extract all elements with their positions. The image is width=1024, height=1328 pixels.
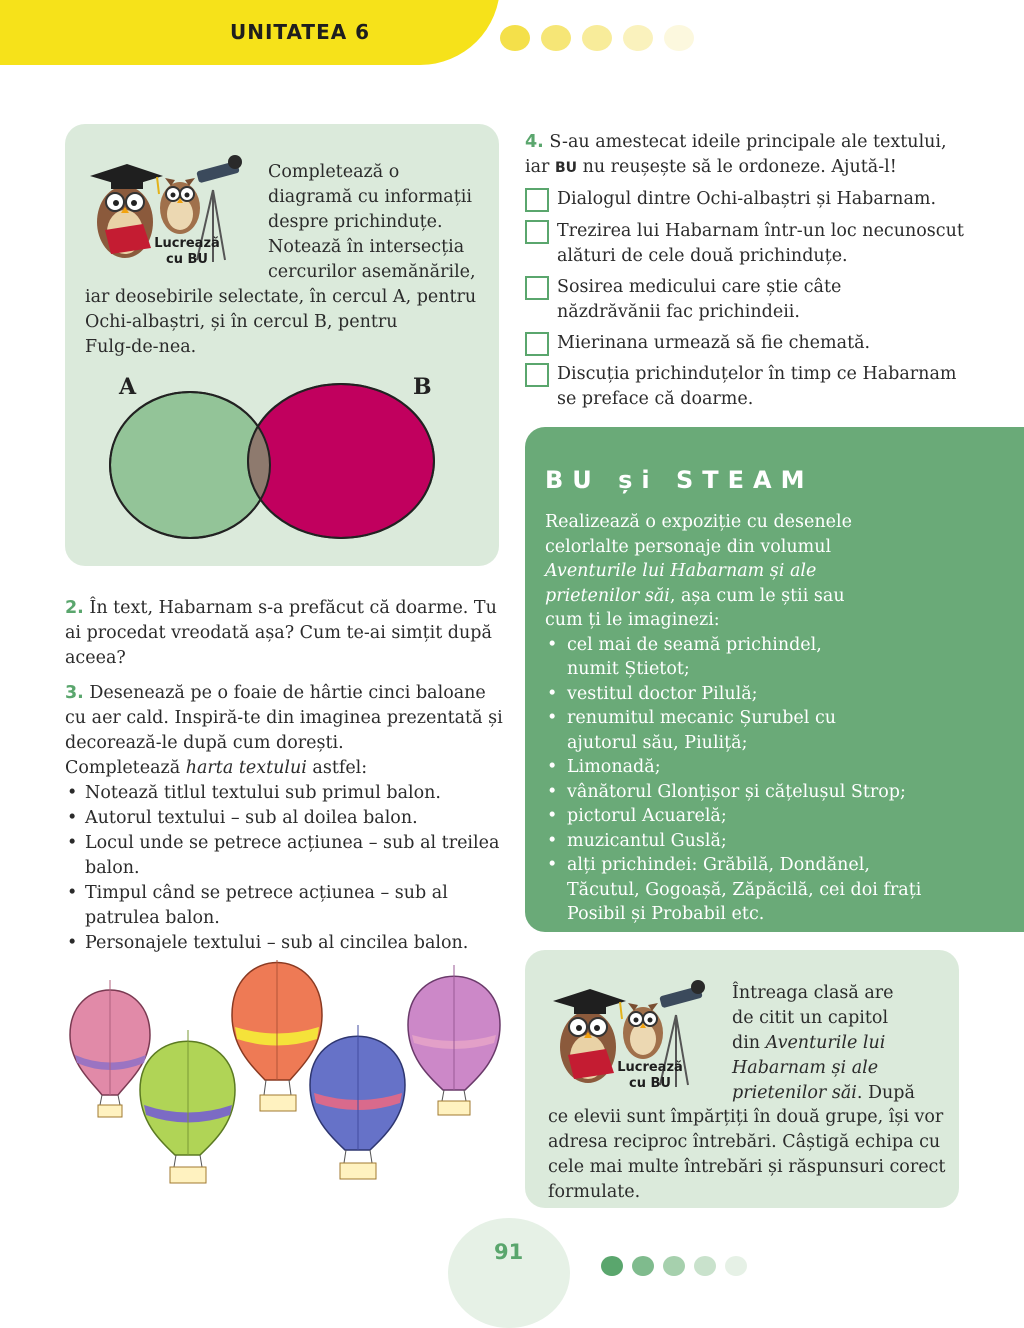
task1-text-cont: iar deosebirile selectate, în cercul A, pentru Ochi-albaștri, și în cercul B, pentru Fulg-de-nea. (85, 287, 477, 357)
task3-bullets (65, 781, 505, 956)
task4-item-4[interactable]: Mierinana urmează să fie chemată. (525, 331, 997, 356)
list-item: • pictorul Acuarelă; (545, 804, 945, 829)
checkbox[interactable] (525, 220, 549, 244)
list-item: • muzicantul Guslă; (545, 829, 945, 854)
venn-diagram[interactable] (105, 370, 445, 545)
task4-item-3[interactable]: Sosirea medicului care știe câte năzdrăvănii fac prichindeii. (525, 275, 857, 325)
list-item: • alți prichindei: Grăbilă, Dondănel, Tăcutul, Gogoașă, Zăpăcilă, cei doi frați Posibil și Probabil etc. (545, 853, 927, 927)
venn-label-b: B (413, 374, 432, 400)
list-item: • cel mai de seamă prichindel, numit Știetot; (545, 633, 847, 682)
task2-number: 2. (65, 598, 84, 618)
list-item: • Personajele textului – sub al cincilea balon. (65, 931, 505, 956)
page-number: 91 (494, 1240, 524, 1264)
task4-intro: 4. S-au amestecat ideile principale ale textului, iar BU nu reușește să le ordoneze. Ajută-l! (525, 132, 947, 177)
list-item: • renumitul mecanic Șurubel cu ajutorul său, Piuliță; (545, 706, 867, 755)
task4-item-5[interactable]: Discuția prichinduțelor în timp ce Habarnam se preface că doarme. (525, 362, 977, 412)
mascot-label: Lucrează cu BU (617, 1060, 683, 1091)
task3-number: 3. (65, 683, 84, 703)
list-item: • Locul unde se petrece acțiunea – sub al treilea balon. (65, 831, 505, 881)
steam-text: Realizează o expoziție cu desenele celorlalte personaje din volumul Aventurile lui Habarnam și ale prietenilor săi, așa cum le știi sau cum ți le imaginezi: • cel mai de seamă prichindel, numit Știetot; • vestitul doctor Pilulă; • renumitul mecanic Șurubel cu ajutorul său, Piuliță; • Limonadă; • vânătorul Glonțișor și cățelușul Strop; • pictorul Acuarelă; • muzicantul Guslă; • alți prichindei: Grăbilă, Dondănel, Tăcutul, Gogoașă, Zăpăcilă, cei doi frați Posibil și Probabil etc. (545, 510, 945, 927)
list-item: • Timpul când se petrece acțiunea – sub al patrulea balon. (65, 881, 480, 931)
list-item: • vestitul doctor Pilulă; (545, 682, 945, 707)
task5-text: Întreaga clasă are de citit un capitol din Aventurile lui Habarnam și ale prietenilor săi. După (732, 983, 915, 1103)
checkbox[interactable] (525, 363, 549, 387)
task1-text: Completează o diagramă cu informații despre prichinduțe. Notează în intersecția cercurilor asemănările, (268, 162, 476, 282)
task5-text-cont: ce elevii sunt împărțiți în două grupe, își vor adresa reciproc întrebări. Câștigă echipa cu cele mai multe întrebări și răspunsuri corect formulate. (548, 1107, 946, 1202)
list-item: • Limonadă; (545, 755, 945, 780)
task2: 2. În text, Habarnam s-a prefăcut că doarme. Tu ai procedat vreodată așa? Cum te-ai simțit după aceea? (65, 598, 497, 668)
unit-title: UNITATEA 6 (230, 20, 371, 44)
footer-blob (448, 1218, 570, 1328)
list-item: • Notează titlul textului sub primul balon. (65, 781, 505, 806)
checkbox[interactable] (525, 276, 549, 300)
checkbox[interactable] (525, 188, 549, 212)
task4-item-1[interactable]: Dialogul dintre Ochi-albaștri și Habarnam. (525, 187, 997, 212)
steam-list (545, 633, 945, 927)
mascot-label: Lucrează cu BU (154, 236, 220, 267)
list-item: • Autorul textului – sub al doilea balon. (65, 806, 505, 831)
task3: 3. Desenează pe o foaie de hârtie cinci baloane cu aer cald. Inspiră-te din imaginea prezentată și decorează-le după cum dorești. Completează harta textului astfel: • Notează titlul textului sub primul balon. • Autorul textului – sub al doilea balon. • Locul unde se petrece acțiunea – sub al treilea balon. • Timpul când se petrece acțiunea – sub al patrulea balon. • Personajele textului – sub al cincilea balon. (65, 681, 505, 956)
task4-item-2[interactable]: Trezirea lui Habarnam într-un loc necunoscut alături de cele două prichinduțe. (525, 219, 967, 269)
venn-label-a: A (119, 374, 137, 400)
checkbox[interactable] (525, 332, 549, 356)
hot-air-balloons-illustration (60, 955, 510, 1215)
task4-number: 4. (525, 132, 544, 152)
steam-title: BU și STEAM (545, 466, 814, 494)
list-item: • vânătorul Glonțișor și cățelușul Strop; (545, 780, 945, 805)
